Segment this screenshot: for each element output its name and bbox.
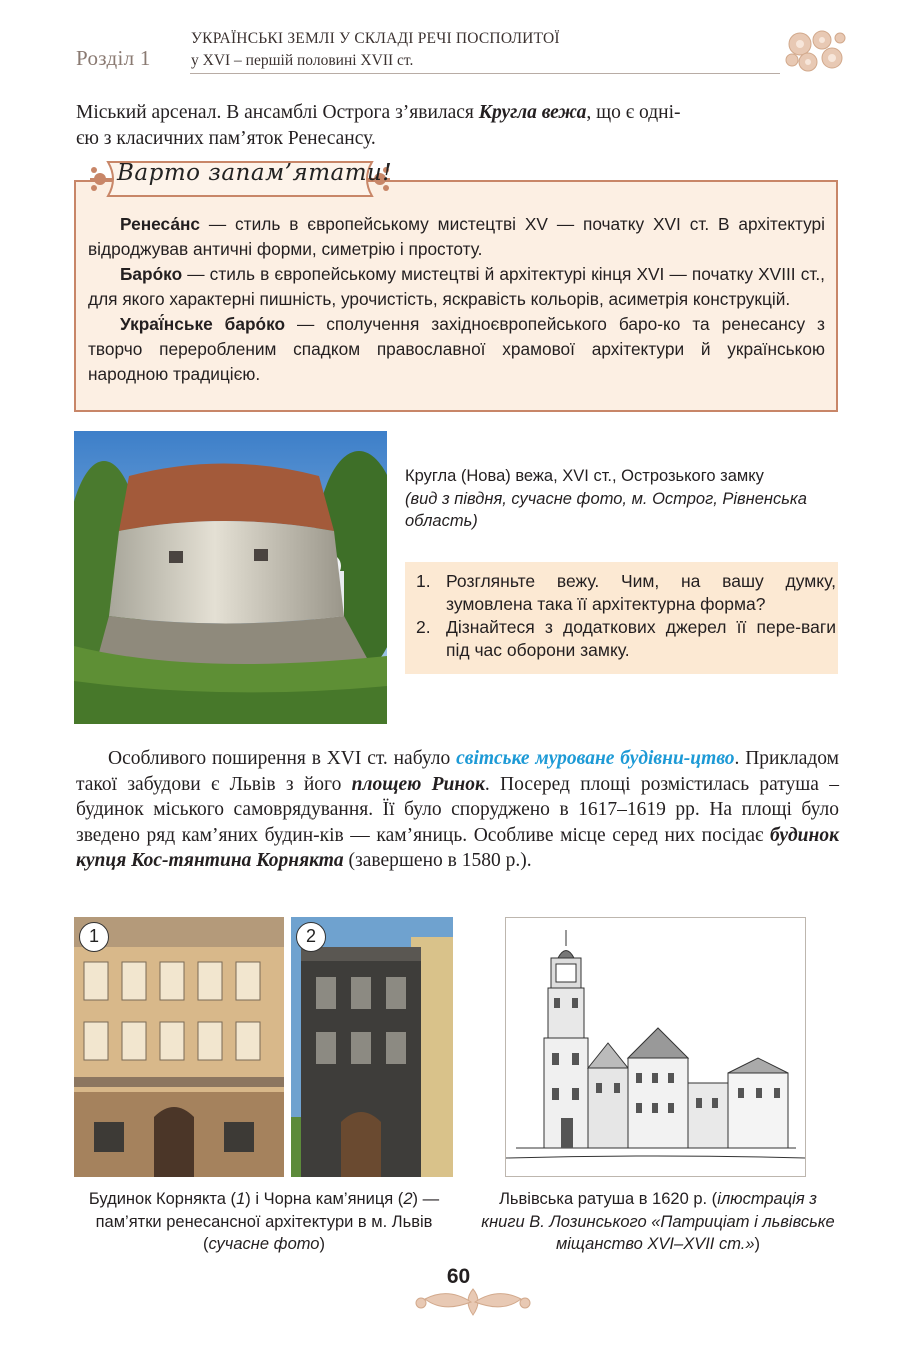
round-tower-photo <box>74 431 387 724</box>
paragraph-text: . Прикладом такої забудови є Львів з його <box>76 748 839 795</box>
definition-renaissance <box>88 212 825 262</box>
section-label: Розділ 1 <box>76 46 151 70</box>
paragraph-text: (завершено в 1580 р.). <box>343 850 532 871</box>
questions-list <box>416 570 836 662</box>
term-secular-stone-building: світське муроване будівни-цтво <box>456 748 735 769</box>
intro-text: , що є одні- <box>586 102 681 123</box>
photo-number-badge: 1 <box>79 922 109 952</box>
term-round-tower: Кругла вежа <box>478 102 587 123</box>
caption-text: ) <box>754 1235 761 1253</box>
caption-text: ) <box>319 1235 325 1253</box>
lviv-town-hall-engraving <box>505 917 806 1177</box>
tower-caption-title: Кругла (Нова) вежа, XVI ст., Острозького замку <box>405 467 764 485</box>
caption-number: 1 <box>236 1190 246 1208</box>
question-item <box>416 570 836 616</box>
tower-caption-note: (вид з півдня, сучасне фото, м. Острог, Рівненська область) <box>405 489 807 530</box>
caption-text: ) — пам’ятки ренесансної архітектури в м. Львів ( <box>95 1190 440 1253</box>
definition-term: Украї́нське баро́ко <box>120 314 286 334</box>
page-number: 60 <box>446 1265 471 1288</box>
caption-note: сучасне фото <box>208 1235 320 1253</box>
photo-number-badge: 2 <box>296 922 326 952</box>
paragraph-text: . Посеред площі розмістилась ратуша – будинок міського самоврядування. Її було споруджено в 1617–1619 рр. На площі було зведено ряд кам’яних будин-ків — кам’яниць. Особливе місце серед них посідає <box>76 773 839 846</box>
running-header-title: УКРАЇНСЬКІ ЗЕМЛІ У СКЛАДІ РЕЧІ ПОСПОЛИТОЇ <box>191 30 560 47</box>
remember-definitions <box>88 212 825 387</box>
floral-ornament-icon <box>413 1283 533 1321</box>
intro-text: Міський арсенал. В ансамблі Острога з’явилася <box>76 102 479 123</box>
term-market-square: площею Ринок <box>351 773 485 795</box>
definition-text: — стиль в європейському мистецтві XV — початку XVI ст. В архітектурі відроджував античні форми, симетрію і простоту. <box>88 214 825 259</box>
intro-text: єю з класичних пам’яток Ренесансу. <box>76 127 376 149</box>
paragraph-text: Особливого поширення в XVI ст. набуло <box>108 748 457 769</box>
definition-ukrainian-baroque <box>88 312 825 387</box>
definition-term: Ренеса́нс <box>120 214 201 234</box>
question-number: 1. <box>416 571 431 591</box>
question-text: Розгляньте вежу. Чим, на вашу думку, зумовлена така її архітектурна форма? <box>446 571 836 614</box>
question-number: 2. <box>416 617 431 637</box>
black-stone-house-photo <box>291 917 453 1177</box>
korniakt-house-photo <box>74 917 284 1177</box>
houses-caption <box>74 1188 454 1256</box>
term-korniakt-house: будинок купця Кос-тянтина Корнякта <box>76 824 839 871</box>
definition-term: Баро́ко <box>120 264 183 284</box>
definition-baroque <box>88 262 825 312</box>
caption-note: ілюстрація з книги В. Лозинського «Патриціат і львівське міщанство XVI–XVII ст.» <box>481 1190 835 1253</box>
tower-caption <box>405 465 840 533</box>
caption-text: Львівська ратуша в 1620 р. ( <box>499 1190 718 1208</box>
definition-text: — сполучення західноєвропейського баро-ко та ренесансу з творчо переробленим спадком православної храмової архітектури й українською народною традицією. <box>88 314 825 384</box>
question-item <box>416 616 836 662</box>
running-header-subtitle: у XVI – першій половині XVII ст. <box>191 52 414 69</box>
intro-paragraph <box>76 100 839 151</box>
header-rule <box>190 73 780 74</box>
main-paragraph <box>76 746 839 874</box>
town-hall-caption <box>476 1188 840 1256</box>
floral-ornament-icon <box>780 22 850 80</box>
caption-text: Будинок Корнякта ( <box>88 1190 237 1208</box>
question-text: Дізнайтеся з додаткових джерел її пере-ваги під час оборони замку. <box>446 617 836 660</box>
definition-text: — стиль в європейському мистецтві й архітектурі кінця XVI — початку XVIII ст., для якого характерні пишність, урочистість, яскравість кольорів, асиметрія конструкцій. <box>88 264 825 309</box>
caption-text: ) і Чорна кам’яниця ( <box>245 1190 404 1208</box>
remember-title: Варто запам’ятати! <box>117 160 393 186</box>
caption-number: 2 <box>403 1190 413 1208</box>
